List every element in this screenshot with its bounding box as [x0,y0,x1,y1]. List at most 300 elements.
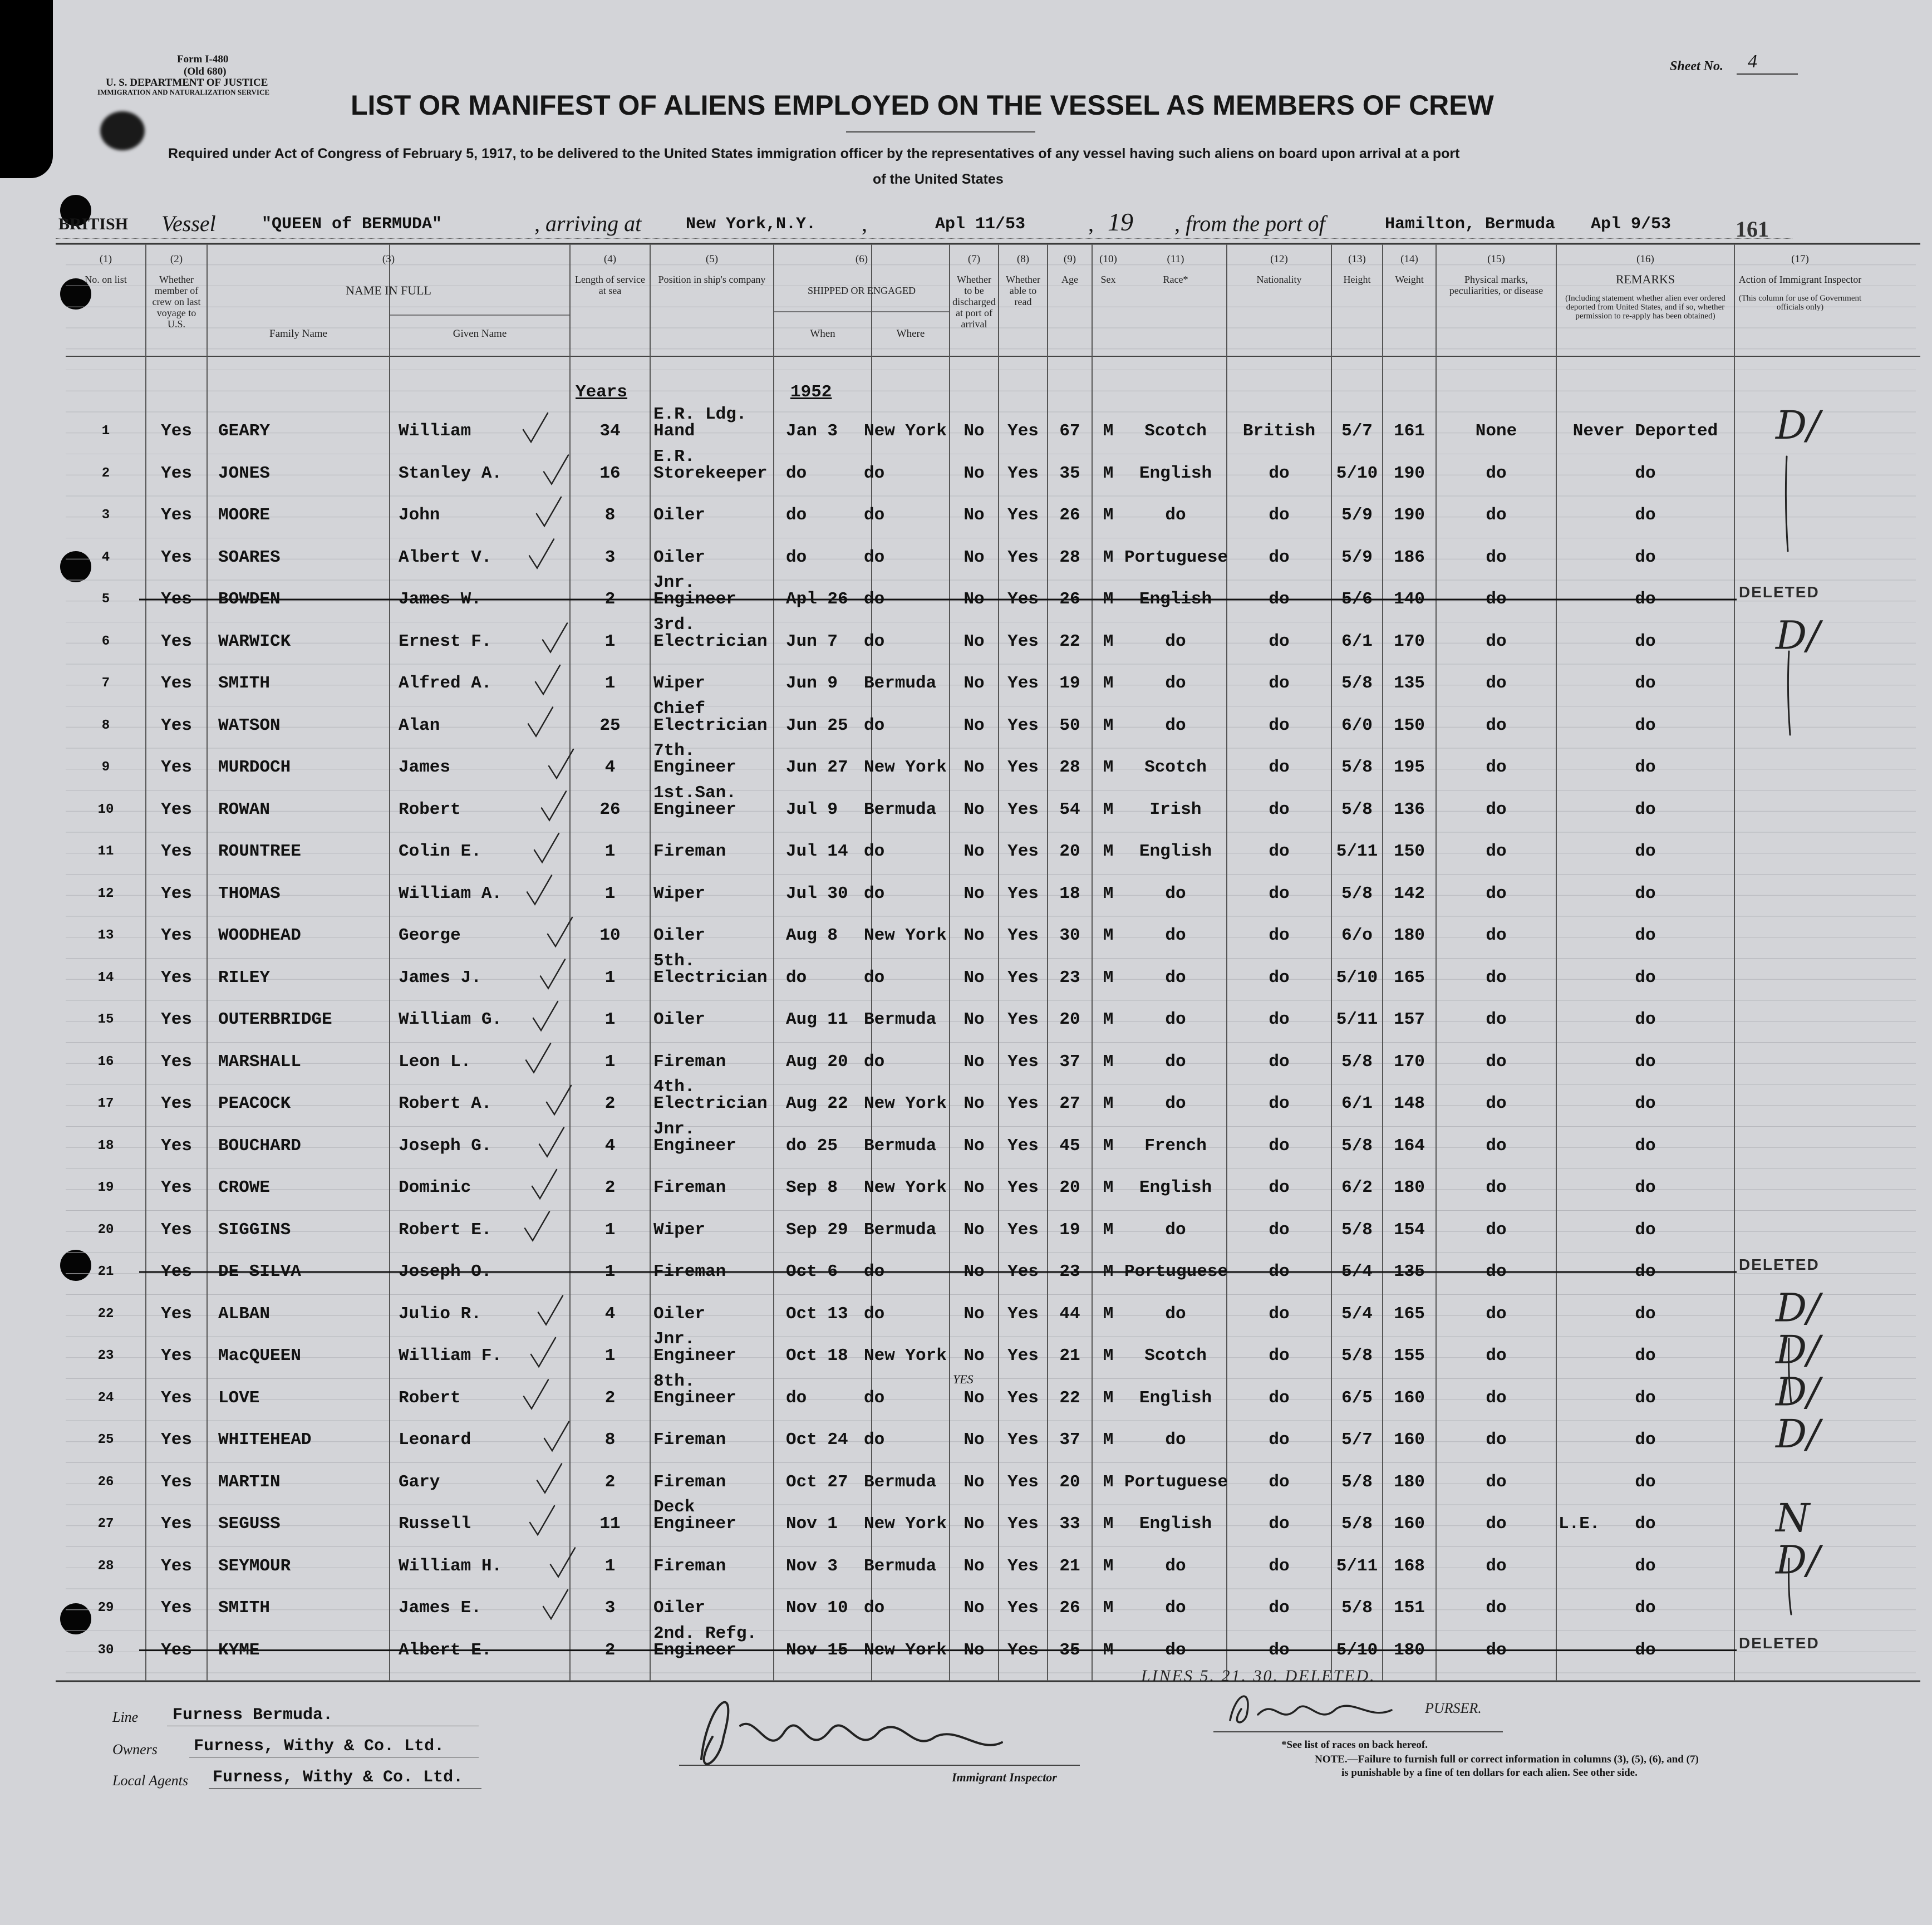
column-number-11: (11) [1167,253,1184,265]
column-header-12: Nationality [1256,274,1302,285]
cell-given-name: Joseph O. [399,1262,492,1281]
cell-given-name: Alfred A. [399,674,492,693]
cell-weight: 155 [1394,1346,1425,1366]
cell-age: 54 [1059,799,1080,819]
cell-shipped-when: Jul 9 [786,799,838,819]
cell-remarks-prefix: L.E. [1559,1514,1600,1534]
cell-disch: No [963,758,985,777]
cell-prev: Yes [161,715,192,735]
cell-height: 5/11 [1336,1556,1378,1576]
cell-nat: do [1269,1220,1290,1240]
column-header-5: Position in ship's company [658,274,766,285]
deleted-label: DELETED [1739,1256,1820,1273]
cell-age: 26 [1059,1598,1080,1618]
cell-height: 5/9 [1341,505,1373,525]
cell-age: 23 [1059,968,1080,988]
cell-marks: do [1486,1052,1507,1072]
cell-remarks: do [1635,842,1656,861]
line-label: Line [112,1709,139,1725]
cell-sex: M [1103,505,1114,525]
cell-remarks: do [1635,926,1656,945]
cell-shipped-where: Bermuda [864,674,937,693]
cell-years: 34 [599,421,621,441]
cell-family-name: SEYMOUR [218,1556,291,1576]
cell-sex: M [1103,926,1114,945]
cell-weight: 180 [1394,1472,1425,1492]
cell-sex: M [1103,1514,1114,1534]
cell-nat: do [1269,1178,1290,1197]
cell-remarks: do [1635,758,1656,777]
cell-sex: M [1103,1388,1114,1408]
cell-remarks: do [1635,1640,1656,1660]
cell-no: 10 [97,802,114,817]
cell-position: Oiler [653,505,706,525]
cell-remarks: do [1635,547,1656,567]
cell-sex: M [1103,758,1114,777]
cell-disch: No [963,631,985,651]
cell-height: 5/9 [1341,547,1373,567]
cell-weight: 151 [1394,1598,1425,1618]
cell-family-name: SMITH [218,674,271,693]
cell-position: 7th. [653,741,695,760]
cell-disch: No [963,1052,985,1072]
cell-age: 19 [1059,1220,1080,1240]
cell-shipped-where: Bermuda [864,1472,937,1492]
cell-sex: M [1103,1220,1114,1240]
inspector-label: Immigrant Inspector [952,1770,1057,1784]
cell-position: Fireman [653,1556,726,1576]
cell-family-name: KYME [218,1640,260,1660]
stamp-number: 161 [1736,217,1769,242]
cell-position: Electrician [653,968,768,988]
cell-years: 16 [599,463,621,483]
cell-family-name: WATSON [218,715,281,735]
cell-weight: 161 [1394,421,1425,441]
cell-read: Yes [1007,590,1039,609]
cell-remarks: do [1635,1430,1656,1450]
cell-race: English [1139,590,1212,609]
cell-remarks: do [1635,1598,1656,1618]
column-header-8: Whether able to read [1006,274,1040,307]
cell-shipped-where: do [864,1388,885,1408]
cell-weight: 165 [1394,968,1425,988]
cell-weight: 160 [1394,1430,1425,1450]
cell-nat: do [1269,968,1290,988]
cell-nat: do [1269,463,1290,483]
cell-age: 21 [1059,1556,1080,1576]
cell-prev: Yes [161,842,192,861]
check-mark [523,413,548,442]
column-number-16: (16) [1636,253,1654,265]
cell-remarks: do [1635,1262,1656,1281]
check-mark [524,1380,548,1409]
cell-read: Yes [1007,1094,1039,1113]
cell-read: Yes [1007,1472,1039,1492]
cell-given-name: William H. [399,1556,503,1576]
race-note: *See list of races on back hereof. [1281,1739,1428,1751]
deleted-lines-note: LINES 5. 21. 30. DELETED. [1141,1667,1376,1685]
cell-family-name: BOUCHARD [218,1136,301,1156]
cell-height: 6/2 [1341,1178,1373,1197]
cell-family-name: GEARY [218,421,271,441]
cell-shipped-when: Oct 24 [786,1430,848,1450]
cell-read: Yes [1007,421,1039,441]
cell-nat: British [1242,421,1316,441]
column-header-7: Whether to be discharged at port of arrival [952,274,996,330]
cell-prev: Yes [161,883,192,903]
cell-race: do [1165,1556,1186,1576]
cell-disch: No [963,1220,985,1240]
check-mark [526,1044,550,1073]
penalty-note-1: NOTE.—Failure to furnish full or correct information in columns (3), (5), (6), and (7) [1315,1754,1699,1765]
column-header-11: Race* [1163,274,1188,285]
cell-given-name: Dominic [399,1178,471,1197]
cell-sex: M [1103,1010,1114,1029]
cell-position: Fireman [653,1262,726,1281]
cell-height: 5/8 [1341,1052,1373,1072]
cell-race: do [1165,926,1186,945]
inspector-signature [701,1702,1002,1764]
column-number-10: (10) [1099,253,1117,265]
cell-nat: do [1269,1136,1290,1156]
cell-height: 5/8 [1341,674,1373,693]
cell-shipped-when: do [786,1388,807,1408]
department: U. S. DEPARTMENT OF JUSTICE [106,77,268,89]
cell-given-name: William G. [399,1010,503,1029]
cell-years: 8 [604,505,616,525]
column-header-16: REMARKS [1615,272,1675,286]
cell-disch: No [963,421,985,441]
column-header-17: Action of Immigrant Inspector [1738,274,1862,285]
column-number-7: (7) [967,253,981,265]
cell-race: English [1139,1388,1212,1408]
cell-read: Yes [1007,1220,1039,1240]
cell-years: 11 [599,1514,621,1534]
cell-nat: do [1269,674,1290,693]
cell-prev: Yes [161,1010,192,1029]
cell-remarks: do [1635,505,1656,525]
cell-prev: Yes [161,421,192,441]
cell-height: 5/7 [1341,421,1373,441]
cell-no: 20 [97,1222,114,1238]
cell-remarks: do [1635,883,1656,903]
cell-nat: do [1269,1514,1290,1534]
cell-shipped-when: do 25 [786,1136,838,1156]
cell-no: 12 [97,886,114,901]
cell-given-name: James J. [399,968,481,988]
check-mark [542,792,566,821]
departure-port: Hamilton, Bermuda [1385,215,1556,234]
cell-height: 5/4 [1341,1304,1373,1324]
cell-prev: Yes [161,1262,192,1281]
cell-age: 44 [1059,1304,1080,1324]
cell-position: Oiler [653,547,706,567]
cell-disch: No [963,1178,985,1197]
cell-years: 2 [604,1094,616,1113]
cell-weight: 190 [1394,463,1425,483]
cell-marks: do [1486,799,1507,819]
cell-race: Irish [1149,799,1202,819]
cell-position: Engineer [653,1640,736,1660]
subtitle-line-2: of the United States [873,171,1004,187]
cell-read: Yes [1007,547,1039,567]
cell-age: 30 [1059,926,1080,945]
cell-position: 1st.San. [653,783,736,803]
column-number-13: (13) [1348,253,1366,265]
cell-race: English [1139,842,1212,861]
cell-shipped-where: do [864,1052,885,1072]
cell-prev: Yes [161,1178,192,1197]
cell-age: 20 [1059,1178,1080,1197]
cell-family-name: MacQUEEN [218,1346,301,1366]
cell-shipped-where: New York [864,758,947,777]
cell-position: 8th. [653,1371,695,1391]
cell-age: 27 [1059,1094,1080,1113]
cell-height: 5/11 [1336,1010,1378,1029]
cell-nat: do [1269,1094,1290,1113]
cell-given-name: James [399,758,451,777]
cell-weight: 154 [1394,1220,1425,1240]
cell-no: 7 [101,676,110,691]
cell-marks: None [1475,421,1517,441]
cell-family-name: LOVE [218,1388,260,1408]
cell-shipped-where: do [864,631,885,651]
cell-given-name: Albert V. [399,547,492,567]
cell-years: 1 [604,631,616,651]
cell-position: E.R. [653,446,695,466]
inspector-mark: D/ [1776,1369,1820,1415]
check-mark [528,708,553,736]
cell-nat: do [1269,883,1290,903]
cell-weight: 157 [1394,1010,1425,1029]
check-mark [550,1548,575,1577]
cell-weight: 180 [1394,1178,1425,1197]
cell-disch: No [963,1514,985,1534]
cell-family-name: MARSHALL [218,1052,301,1072]
cell-shipped-where: do [864,1304,885,1324]
cell-read: Yes [1007,463,1039,483]
check-mark [534,833,559,862]
cell-disch: No [963,1010,985,1029]
cell-position: Chief [653,699,706,719]
cell-read: Yes [1007,842,1039,861]
purser-signature [1230,1696,1392,1722]
cell-read: Yes [1007,1136,1039,1156]
cell-race: do [1165,883,1186,903]
cell-shipped-when: Jul 30 [786,883,848,903]
cell-no: 29 [97,1600,114,1615]
cell-height: 5/8 [1341,1220,1373,1240]
cell-remarks: do [1635,674,1656,693]
cell-family-name: BOWDEN [218,590,281,609]
cell-shipped-where: New York [864,1640,947,1660]
check-mark [535,665,560,694]
cell-race: do [1165,1052,1186,1072]
cell-nat: do [1269,1262,1290,1281]
column-number-9: (9) [1063,253,1076,265]
cell-weight: 142 [1394,883,1425,903]
cell-read: Yes [1007,631,1039,651]
cell-marks: do [1486,968,1507,988]
column-header-2: Whether member of crew on last voyage to U.S. [152,274,201,330]
cell-prev: Yes [161,968,192,988]
owners-value: Furness, Withy & Co. Ltd. [194,1737,445,1756]
cell-sex: M [1103,1556,1114,1576]
cell-position: Engineer [653,758,736,777]
cell-read: Yes [1007,1514,1039,1534]
cell-marks: do [1486,463,1507,483]
cell-prev: Yes [161,1304,192,1324]
cell-shipped-when: Jun 9 [786,674,838,693]
cell-disch: No [963,590,985,609]
cell-prev: Yes [161,547,192,567]
penalty-note-2: is punishable by a fine of ten dollars for each alien. See other side. [1341,1767,1638,1779]
cell-no: 22 [97,1306,114,1322]
cell-position: Electrician [653,631,768,651]
cell-prev: Yes [161,463,192,483]
vessel-flag: BRITISH [58,215,129,233]
cell-given-name: George [399,926,461,945]
purser-label: PURSER. [1425,1700,1482,1716]
cell-disch: No [963,547,985,567]
cell-remarks: do [1635,631,1656,651]
cell-position: 4th. [653,1077,695,1097]
cell-shipped-where: do [864,463,885,483]
cell-height: 6/1 [1341,631,1373,651]
check-mark [525,1212,549,1241]
cell-shipped-when: Jun 7 [786,631,838,651]
cell-shipped-where: do [864,1598,885,1618]
cell-marks: do [1486,1220,1507,1240]
check-mark [539,1128,564,1157]
cell-position: Jnr. [653,1329,695,1349]
column-number-15: (15) [1487,253,1505,265]
cell-read: Yes [1007,968,1039,988]
cell-disch: No [963,926,985,945]
cell-position: Storekeeper [653,463,768,483]
inspector-mark: N [1776,1495,1810,1541]
cell-disch: No [963,1388,985,1408]
cell-height: 6/5 [1341,1388,1373,1408]
cell-read: Yes [1007,1640,1039,1660]
cell-weight: 180 [1394,1640,1425,1660]
cell-read: Yes [1007,674,1039,693]
cell-marks: do [1486,1514,1507,1534]
cell-shipped-where: Bermuda [864,1010,937,1029]
cell-sex: M [1103,1094,1114,1113]
cell-read: Yes [1007,1262,1039,1281]
cell-weight: 135 [1394,1262,1425,1281]
cell-years: 1 [604,1220,616,1240]
cell-family-name: ALBAN [218,1304,271,1324]
check-mark [537,497,561,526]
cell-shipped-where: do [864,1430,885,1450]
cell-marks: do [1486,590,1507,609]
column-header-1: No. on list [85,274,127,285]
cell-disch: No [963,1262,985,1281]
cell-remarks: do [1635,463,1656,483]
cell-remarks: do [1635,1304,1656,1324]
cell-marks: do [1486,1178,1507,1197]
cell-shipped-when: Apl 26 [786,590,848,609]
cell-race: do [1165,1598,1186,1618]
cell-disch: No [963,715,985,735]
agents-label: Local Agents [112,1772,189,1789]
cell-shipped-where: New York [864,421,947,441]
cell-read: Yes [1007,799,1039,819]
cell-no: 27 [97,1516,114,1531]
cell-age: 18 [1059,883,1080,903]
column-header-14: Weight [1395,274,1424,285]
cell-marks: do [1486,1430,1507,1450]
column-header-6: SHIPPED OR ENGAGED [807,285,916,296]
cell-nat: do [1269,1010,1290,1029]
cell-nat: do [1269,1472,1290,1492]
cell-race: do [1165,1010,1186,1029]
cell-marks: do [1486,1556,1507,1576]
cell-race: French [1144,1136,1207,1156]
column-number-2: (2) [170,253,183,265]
cell-read: Yes [1007,1556,1039,1576]
ditto-stroke [1786,456,1788,551]
cell-sex: M [1103,842,1114,861]
cell-given-name: Gary [399,1472,440,1492]
cell-prev: Yes [161,1388,192,1408]
cell-sex: M [1103,1052,1114,1072]
cell-prev: Yes [161,799,192,819]
cell-no: 6 [101,634,110,649]
cell-remarks: do [1635,1052,1656,1072]
column-number-8: (8) [1016,253,1030,265]
year-prefix: 19 [1108,208,1133,236]
check-mark [538,1296,563,1325]
cell-family-name: RILEY [218,968,271,988]
form-old-number: (Old 680) [184,66,227,77]
cell-sex: M [1103,590,1114,609]
cell-shipped-when: Oct 13 [786,1304,848,1324]
column-number-1: (1) [99,253,112,265]
cell-nat: do [1269,505,1290,525]
cell-nat: do [1269,1388,1290,1408]
cell-nat: do [1269,1346,1290,1366]
cell-given-name: Robert E. [399,1220,492,1240]
cell-nat: do [1269,1598,1290,1618]
cell-age: 50 [1059,715,1080,735]
cell-no: 25 [97,1432,114,1447]
cell-disch: No [963,1094,985,1113]
inspector-mark: D/ [1776,1411,1820,1457]
cell-position: Oiler [653,1598,706,1618]
cell-shipped-when: do [786,547,807,567]
cell-prev: Yes [161,505,192,525]
sheet-number: 4 [1748,51,1757,72]
cell-given-name: Ernest F. [399,631,492,651]
cell-height: 5/8 [1341,758,1373,777]
departure-date: Apl 9/53 [1591,215,1672,234]
cell-family-name: ROWAN [218,799,271,819]
deleted-label: DELETED [1739,1634,1820,1652]
cell-remarks: do [1635,1388,1656,1408]
cell-prev: Yes [161,674,192,693]
cell-given-name: Robert A. [399,1094,492,1113]
cell-position: Wiper [653,883,706,903]
cell-marks: do [1486,842,1507,861]
cell-position: Engineer [653,1136,736,1156]
cell-position: Oiler [653,1010,706,1029]
check-mark [547,1086,571,1114]
cell-marks: do [1486,1262,1507,1281]
cell-given-name: William [399,421,471,441]
